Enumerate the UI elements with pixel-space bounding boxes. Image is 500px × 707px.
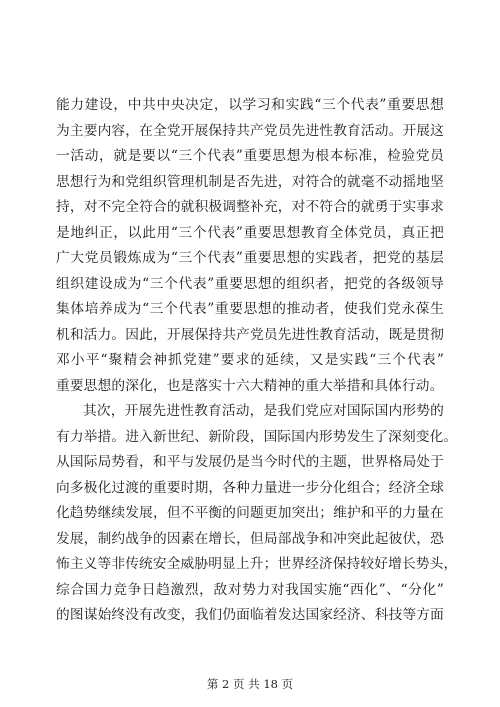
text-line: 广大党员锻炼成为“三个代表”重要思想的实践者，把党的基层: [56, 250, 444, 266]
paragraph-2: [56, 399, 458, 629]
text-line: 发展，制约战争的因素在增长，但局部战争和冲突此起彼伏，恐: [56, 530, 444, 547]
text-line: 向多极化过渡的重要时期，各种力量进一步分化组合；经济全球: [56, 479, 444, 496]
paragraph-1: [56, 93, 444, 399]
text-line: 其次，开展先进性教育活动，是我们党应对国际国内形势的: [83, 403, 444, 419]
page-number-footer: 第 2 页 共 18 页: [206, 677, 294, 691]
text-line: 的图谋始终没有改变，我们仍面临着发达国家经济、科技等方面: [56, 607, 444, 623]
text-line: 机和活力。因此，开展保持共产党员先进性教育活动，既是贯彻: [56, 326, 444, 343]
text-line: 一活动，就是要以“三个代表”重要思想为根本标准，检验党员: [56, 148, 444, 164]
text-line: 从国际局势看，和平与发展仍是当今时代的主题，世界格局处于: [56, 454, 444, 470]
text-line: 重要思想的深化，也是落实十六大精神的重大举措和具体行动。: [56, 377, 444, 394]
text-line: 集体培养成为“三个代表”重要思想的推动者，使我们党永葆生: [56, 301, 444, 317]
text-line: 是地纠正，以此用“三个代表”重要思想教育全体党员，真正把: [56, 224, 444, 241]
text-line: 有力举措。进入新世纪、新阶段，国际国内形势发生了深刻变化。: [56, 428, 458, 445]
text-line: 化趋势继续发展，但不平衡的问题更加突出；维护和平的力量在: [56, 505, 444, 521]
text-line: 持，对不完全符合的就积极调整补充，对不符合的就勇于实事求: [56, 199, 444, 215]
text-line: 怖主义等非传统安全威胁明显上升；世界经济保持较好增长势头，: [56, 556, 458, 572]
text-line: 组织建设成为“三个代表”重要思想的组织者，把党的各级领导: [56, 275, 444, 292]
text-line: 综合国力竞争日趋激烈，敌对势力对我国实施“西化”、“分化”: [56, 581, 444, 598]
text-line: 能力建设，中共中央决定，以学习和实践“三个代表”重要思想: [56, 97, 444, 113]
text-line: 思想行为和党组织管理机制是否先进，对符合的就毫不动摇地坚: [56, 173, 444, 190]
document-body: [56, 93, 458, 629]
text-line: 邓小平“聚精会神抓党建”要求的延续，又是实践“三个代表”: [56, 352, 444, 368]
text-line: 为主要内容，在全党开展保持共产党员先进性教育活动。开展这: [56, 122, 444, 139]
